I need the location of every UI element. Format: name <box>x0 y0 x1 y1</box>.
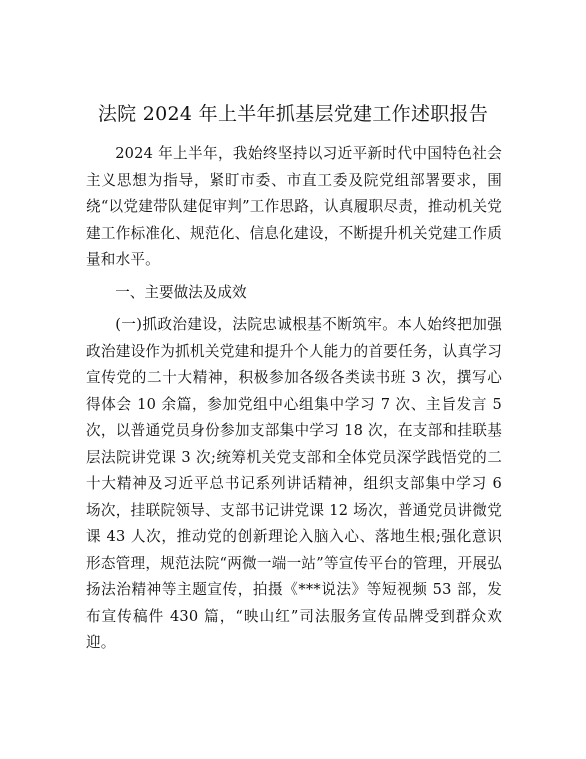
document-title: 法院 2024 年上半年抓基层党建工作述职报告 <box>97 103 489 125</box>
intro-paragraph: 2024 年上半年，我始终坚持以习近平新时代中国特色社会主义思想为指导，紧盯市委、市直工委及院党组部署要求，围绕“以党建带队建促审判”工作思路，认真履职尽责，推动机关党建工作标准化、规范化、信息化建设，不断提升机关党建工作质量和水平。 <box>86 145 502 268</box>
political-building-paragraph: (一)抓政治建设，法院忠诚根基不断筑牢。本人始终把加强政治建设作为抓机关党建和提升个人能力的首要任务，认真学习宣传党的二十大精神，积极参加各级各类读书班 3 次，撰写心得体会 10 余篇，参加党组中心组集中学习 7 次、主旨发言 5 次，以普通党员身份参加支部集中学习 18 次，在支部和挂联基层法院讲党课 3 次;统筹机关党支部和全体党员深学践悟党的二十大精神及习近平总书记系列讲话精神，组织支部集中学习 6 场次，挂联院领导、支部书记讲党课 12 场次，普通党员讲微党课 43 人次，推动党的创新理论入脑入心、落地生根;强化意识形态管理，规范法院“两微一端一站”等宣传平台的管理，开展弘扬法治精神等主题宣传，拍摄《***说法》等短视频 53 部，发布宣传稿件 430 篇，“映山红”司法服务宣传品牌受到群众欢迎。 <box>86 316 502 651</box>
section-heading: 一、主要做法及成效 <box>115 284 247 301</box>
